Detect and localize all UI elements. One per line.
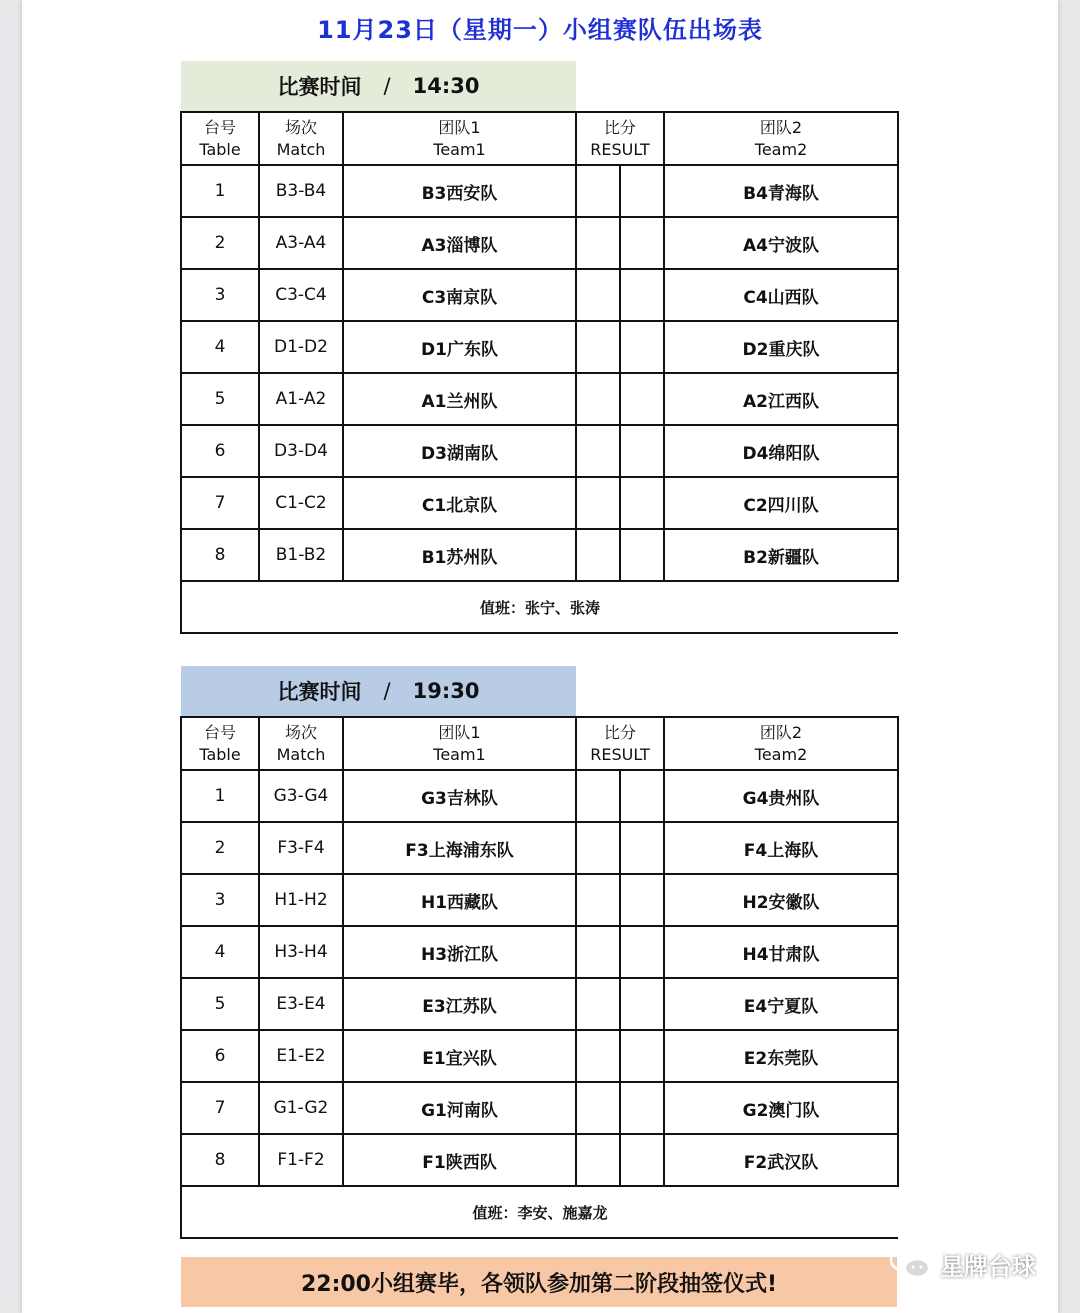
header-team2-en: Team2 bbox=[754, 139, 808, 159]
header-table-en: Table bbox=[199, 139, 241, 159]
result-score-1 bbox=[576, 373, 620, 425]
team2-name: C2四川队 bbox=[664, 477, 898, 529]
result-score-1 bbox=[576, 425, 620, 477]
session-time-value: 19:30 bbox=[412, 679, 480, 703]
table-row bbox=[181, 822, 898, 874]
result-score-1 bbox=[576, 874, 620, 926]
wechat-icon bbox=[888, 1246, 932, 1282]
team2-name: A2江西队 bbox=[664, 373, 898, 425]
team2-name: G4贵州队 bbox=[664, 770, 898, 822]
result-score-2 bbox=[620, 926, 664, 978]
session-time-caption: 比赛时间 bbox=[277, 680, 362, 704]
result-score-2 bbox=[620, 1134, 664, 1186]
header-team1 bbox=[343, 112, 576, 165]
table-number: 3 bbox=[181, 269, 259, 321]
table-row bbox=[181, 978, 898, 1030]
result-score-2 bbox=[620, 978, 664, 1030]
team2-name: D2重庆队 bbox=[664, 321, 898, 373]
team2-name: G2澳门队 bbox=[664, 1082, 898, 1134]
team1-name: B3西安队 bbox=[343, 165, 576, 217]
header-result-cn: 比分 bbox=[604, 722, 637, 742]
header-team2-cn: 团队2 bbox=[759, 117, 803, 137]
table-number: 4 bbox=[181, 926, 259, 978]
table-number: 8 bbox=[181, 1134, 259, 1186]
team1-name: A1兰州队 bbox=[343, 373, 576, 425]
table-header-row bbox=[181, 112, 898, 165]
header-result-en: RESULT bbox=[590, 744, 650, 764]
result-score-2 bbox=[620, 321, 664, 373]
result-score-2 bbox=[620, 770, 664, 822]
header-team1-en: Team1 bbox=[433, 744, 486, 764]
table-number: 5 bbox=[181, 978, 259, 1030]
header-result-en: RESULT bbox=[590, 139, 650, 159]
table-row bbox=[181, 1134, 898, 1186]
table-number: 1 bbox=[181, 770, 259, 822]
header-match-en: Match bbox=[276, 744, 326, 764]
table-number: 2 bbox=[181, 822, 259, 874]
match-code: B1-B2 bbox=[259, 529, 343, 581]
team1-name: D3湖南队 bbox=[343, 425, 576, 477]
team1-name: H3浙江队 bbox=[343, 926, 576, 978]
result-score-2 bbox=[620, 1030, 664, 1082]
team1-name: G3吉林队 bbox=[343, 770, 576, 822]
session-time-caption: 比赛时间 bbox=[277, 75, 362, 99]
header-team1-cn: 团队1 bbox=[438, 117, 481, 137]
result-score-2 bbox=[620, 373, 664, 425]
team2-name: E4宁夏队 bbox=[664, 978, 898, 1030]
duty-row bbox=[181, 1186, 898, 1238]
duty-staff: 值班：张宁、张涛 bbox=[181, 581, 898, 633]
header-table bbox=[181, 112, 259, 165]
session-time-label bbox=[181, 666, 576, 716]
session-time-label bbox=[181, 61, 576, 111]
result-score-2 bbox=[620, 165, 664, 217]
table-number: 2 bbox=[181, 217, 259, 269]
table-number: 3 bbox=[181, 874, 259, 926]
result-score-1 bbox=[576, 978, 620, 1030]
result-score-2 bbox=[620, 217, 664, 269]
table-row bbox=[181, 373, 898, 425]
match-code: H3-H4 bbox=[259, 926, 343, 978]
table-row bbox=[181, 1082, 898, 1134]
duty-staff: 值班：李安、施嘉龙 bbox=[181, 1186, 898, 1238]
header-team2 bbox=[664, 112, 898, 165]
header-team1-en: Team1 bbox=[433, 139, 486, 159]
result-score-2 bbox=[620, 874, 664, 926]
team1-name: B1苏州队 bbox=[343, 529, 576, 581]
table-row bbox=[181, 926, 898, 978]
header-match-cn: 场次 bbox=[284, 117, 317, 137]
team1-name: F3上海浦东队 bbox=[343, 822, 576, 874]
table-number: 7 bbox=[181, 1082, 259, 1134]
session-time-separator: / bbox=[383, 74, 391, 98]
team2-name: E2东莞队 bbox=[664, 1030, 898, 1082]
watermark bbox=[888, 1244, 1036, 1284]
result-score-1 bbox=[576, 770, 620, 822]
result-score-1 bbox=[576, 321, 620, 373]
team2-name: F4上海队 bbox=[664, 822, 898, 874]
result-score-1 bbox=[576, 477, 620, 529]
team2-name: F2武汉队 bbox=[664, 1134, 898, 1186]
match-code: F1-F2 bbox=[259, 1134, 343, 1186]
header-team2-cn: 团队2 bbox=[759, 722, 803, 742]
match-code: B3-B4 bbox=[259, 165, 343, 217]
header-team1-cn: 团队1 bbox=[438, 722, 481, 742]
header-table bbox=[181, 717, 259, 770]
result-score-2 bbox=[620, 822, 664, 874]
match-code: F3-F4 bbox=[259, 822, 343, 874]
team2-name: H4甘肃队 bbox=[664, 926, 898, 978]
result-score-2 bbox=[620, 269, 664, 321]
header-result-cn: 比分 bbox=[604, 117, 637, 137]
result-score-2 bbox=[620, 1082, 664, 1134]
result-score-1 bbox=[576, 165, 620, 217]
team1-name: C3南京队 bbox=[343, 269, 576, 321]
header-match-cn: 场次 bbox=[284, 722, 317, 742]
session-time-separator: / bbox=[383, 679, 391, 703]
match-code: G1-G2 bbox=[259, 1082, 343, 1134]
table-row bbox=[181, 321, 898, 373]
match-code: H1-H2 bbox=[259, 874, 343, 926]
schedule-table-1930 bbox=[180, 716, 899, 1239]
team1-name: F1陕西队 bbox=[343, 1134, 576, 1186]
header-match-en: Match bbox=[276, 139, 326, 159]
table-number: 1 bbox=[181, 165, 259, 217]
header-team2 bbox=[664, 717, 898, 770]
session-time-value: 14:30 bbox=[412, 74, 480, 98]
match-code: G3-G4 bbox=[259, 770, 343, 822]
result-score-2 bbox=[620, 425, 664, 477]
team2-name: D4绵阳队 bbox=[664, 425, 898, 477]
match-code: C1-C2 bbox=[259, 477, 343, 529]
table-number: 6 bbox=[181, 1030, 259, 1082]
watermark-text: 星牌台球 bbox=[940, 1252, 1036, 1281]
result-score-1 bbox=[576, 1082, 620, 1134]
team1-name: H1西藏队 bbox=[343, 874, 576, 926]
header-table-cn: 台号 bbox=[203, 117, 236, 137]
header-team1 bbox=[343, 717, 576, 770]
result-score-1 bbox=[576, 926, 620, 978]
table-number: 5 bbox=[181, 373, 259, 425]
table-header-row bbox=[181, 717, 898, 770]
match-code: E3-E4 bbox=[259, 978, 343, 1030]
result-score-1 bbox=[576, 269, 620, 321]
result-score-2 bbox=[620, 529, 664, 581]
match-code: C3-C4 bbox=[259, 269, 343, 321]
result-score-1 bbox=[576, 217, 620, 269]
team2-name: A4宁波队 bbox=[664, 217, 898, 269]
team2-name: B4青海队 bbox=[664, 165, 898, 217]
header-result bbox=[576, 717, 664, 770]
team1-name: E1宜兴队 bbox=[343, 1030, 576, 1082]
header-result bbox=[576, 112, 664, 165]
schedule-table-1430 bbox=[180, 111, 899, 634]
result-score-1 bbox=[576, 1134, 620, 1186]
match-code: D3-D4 bbox=[259, 425, 343, 477]
duty-row bbox=[181, 581, 898, 633]
team1-name: D1广东队 bbox=[343, 321, 576, 373]
match-code: A1-A2 bbox=[259, 373, 343, 425]
table-number: 6 bbox=[181, 425, 259, 477]
table-number: 4 bbox=[181, 321, 259, 373]
table-row bbox=[181, 425, 898, 477]
team1-name: C1北京队 bbox=[343, 477, 576, 529]
match-code: A3-A4 bbox=[259, 217, 343, 269]
result-score-1 bbox=[576, 529, 620, 581]
table-row bbox=[181, 770, 898, 822]
header-match bbox=[259, 717, 343, 770]
table-row bbox=[181, 269, 898, 321]
page-title: 11月23日（星期一）小组赛队伍出场表 bbox=[317, 16, 763, 44]
team1-name: E3江苏队 bbox=[343, 978, 576, 1030]
table-number: 8 bbox=[181, 529, 259, 581]
table-row bbox=[181, 529, 898, 581]
header-match bbox=[259, 112, 343, 165]
result-score-1 bbox=[576, 1030, 620, 1082]
team1-name: A3淄博队 bbox=[343, 217, 576, 269]
result-score-2 bbox=[620, 477, 664, 529]
team1-name: G1河南队 bbox=[343, 1082, 576, 1134]
table-row bbox=[181, 874, 898, 926]
team2-name: H2安徽队 bbox=[664, 874, 898, 926]
match-code: D1-D2 bbox=[259, 321, 343, 373]
table-row bbox=[181, 477, 898, 529]
table-row bbox=[181, 165, 898, 217]
match-code: E1-E2 bbox=[259, 1030, 343, 1082]
table-number: 7 bbox=[181, 477, 259, 529]
team2-name: C4山西队 bbox=[664, 269, 898, 321]
header-team2-en: Team2 bbox=[754, 744, 808, 764]
table-row bbox=[181, 217, 898, 269]
closing-announcement-banner: 22:00小组赛毕，各领队参加第二阶段抽签仪式! bbox=[181, 1257, 897, 1307]
team2-name: B2新疆队 bbox=[664, 529, 898, 581]
header-table-en: Table bbox=[199, 744, 241, 764]
table-row bbox=[181, 1030, 898, 1082]
result-score-1 bbox=[576, 822, 620, 874]
header-table-cn: 台号 bbox=[203, 722, 236, 742]
